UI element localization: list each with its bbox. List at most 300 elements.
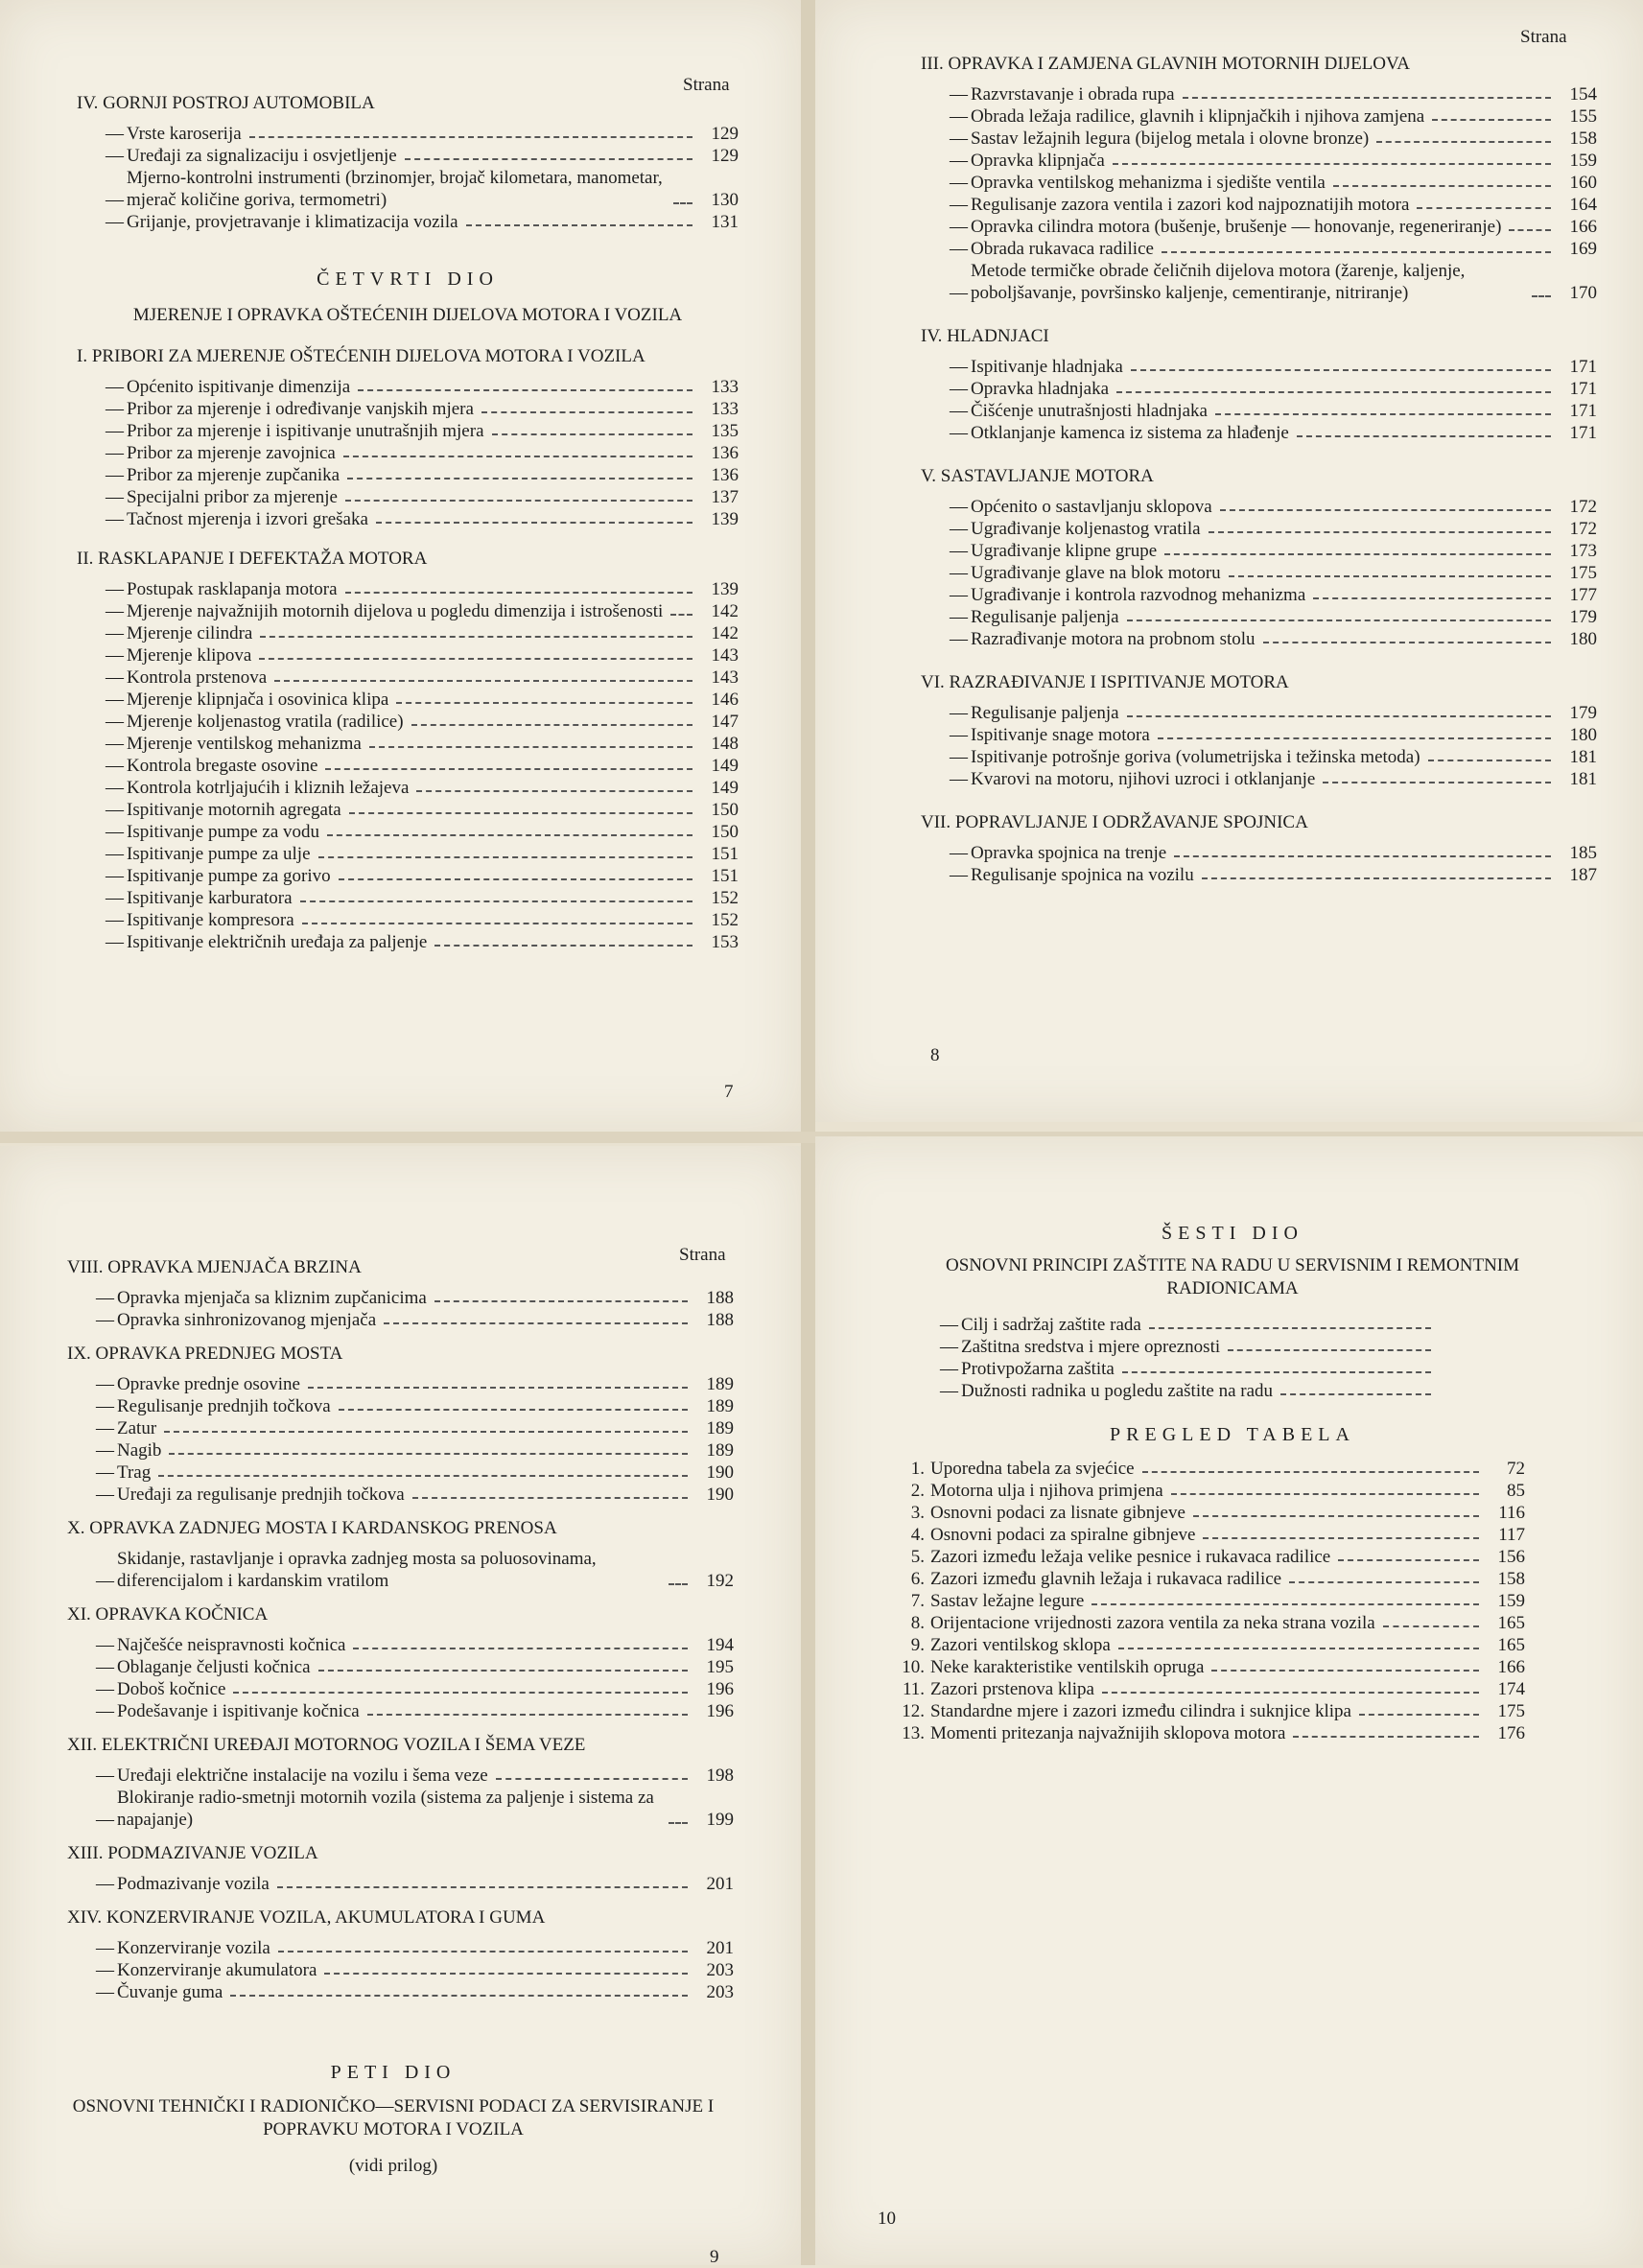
entry-page: 151: [711, 844, 739, 864]
entry-page: 189: [706, 1440, 734, 1461]
entry-page: 135: [711, 421, 739, 441]
entry-number: 13.: [902, 1723, 925, 1743]
section-heading: X. OPRAVKA ZADNJEG MOSTA I KARDANSKOG PRENOSA: [67, 1518, 557, 1538]
p9-dio: [58, 2062, 729, 2178]
entry-page: 174: [1497, 1679, 1525, 1699]
dash-leader: [339, 1409, 688, 1411]
entry-page: 154: [1569, 84, 1597, 105]
dash-leader: [1532, 295, 1551, 297]
entry-number: 4.: [910, 1525, 925, 1545]
section-entries: [67, 1873, 734, 1895]
section-entries: [77, 123, 739, 233]
entry-page: 133: [711, 399, 739, 419]
toc-entry: [106, 167, 739, 211]
entry-dash: —: [106, 866, 124, 886]
entry-title: Čuvanje guma: [117, 1982, 223, 2002]
entry-title: Podešavanje i ispitivanje kočnica: [117, 1701, 360, 1721]
entry-dash: —: [950, 84, 968, 105]
entry-page: 143: [711, 667, 739, 688]
toc-entry: [96, 1309, 734, 1331]
dash-leader: [1116, 391, 1551, 393]
strana-label: Strana: [679, 1245, 726, 1265]
section-entries: [67, 1287, 734, 1331]
entry-page: 189: [706, 1396, 734, 1416]
entry-dash: —: [950, 629, 968, 649]
entry-title: Regulisanje paljenja: [971, 703, 1119, 723]
section-entries: [67, 1373, 734, 1506]
entry-title: Protivpožarna zaštita: [961, 1359, 1115, 1379]
entry-dash: —: [950, 217, 968, 237]
toc-entry: [950, 842, 1597, 864]
p10-pregled: [902, 1424, 1563, 1446]
entry-title: Podmazivanje vozila: [117, 1874, 270, 1894]
section-heading: VII. POPRAVLJANJE I ODRŽAVANJE SPOJNICA: [921, 812, 1308, 832]
entry-title: Mjerenje klipnjača i osovinica klipa: [127, 690, 389, 710]
entry-dash: —: [106, 465, 124, 485]
toc-entry: [106, 420, 739, 442]
dash-leader: [405, 158, 692, 160]
entry-dash: —: [96, 1938, 114, 1958]
entry-page: 131: [711, 212, 739, 232]
toc-entry: [950, 422, 1597, 444]
entry-title: Ugrađivanje glave na blok motoru: [971, 563, 1221, 583]
dash-leader: [274, 680, 692, 682]
dash-leader: [412, 1497, 688, 1499]
entry-title: Regulisanje zazora ventila i zazori kod najpoznatijih motora: [971, 195, 1410, 215]
entry-dash: —: [106, 778, 124, 798]
dash-leader: [1289, 1581, 1479, 1583]
entry-dash: —: [950, 283, 968, 303]
entry-title: Postupak rasklapanja motora: [127, 579, 338, 599]
toc-entry: [96, 1981, 734, 2003]
entry-page: 199: [706, 1810, 734, 1830]
entry-page: 150: [711, 822, 739, 842]
entry-title: Općenito o sastavljanju sklopova: [971, 497, 1212, 517]
p10-tables: [892, 1458, 1525, 1744]
entry-dash: —: [96, 1418, 114, 1438]
toc-entry: [96, 1700, 734, 1722]
entry-title: Orijentacione vrijednosti zazora ventila za neka strana vozila: [930, 1613, 1375, 1633]
dash-leader: [353, 1648, 688, 1649]
entry-title: Ispitivanje motornih agregata: [127, 800, 341, 820]
entry-page: 203: [706, 1960, 734, 1980]
entry-title: Kontrola kotrljajućih i kliznih ležajeva: [127, 778, 410, 798]
section-entries: [77, 376, 739, 530]
entry-page: 180: [1569, 725, 1597, 745]
entry-page: 153: [711, 932, 739, 952]
dash-leader: [324, 1973, 688, 1975]
toc-entry: [106, 887, 739, 909]
toc-section: [921, 53, 1597, 304]
dash-leader: [349, 812, 692, 814]
toc-entry: [940, 1380, 1477, 1402]
entry-title: Kvarovi na motoru, njihovi uzroci i otklanjanje: [971, 769, 1316, 789]
dash-leader: [1203, 1537, 1479, 1539]
entry-title: Vrste karoserija: [127, 124, 242, 144]
entry-title: Mjerno-kontrolni instrumenti (brzinomjer, brojač kilometara, manometar, mjerač količine goriva, termometri): [127, 168, 663, 210]
section-heading: VI. RAZRAĐIVANJE I ISPITIVANJE MOTORA: [921, 672, 1289, 692]
toc-entry: [106, 486, 739, 508]
dash-leader: [1122, 1371, 1431, 1373]
entry-dash: —: [106, 734, 124, 754]
entry-page: 179: [1569, 703, 1597, 723]
entry-page: 171: [1569, 357, 1597, 377]
dash-leader: [1193, 1515, 1479, 1517]
entry-page: 166: [1497, 1657, 1525, 1677]
toc-entry: [96, 1395, 734, 1417]
entry-title: Razvrstavanje i obrada rupa: [971, 84, 1175, 105]
dash-leader: [1323, 782, 1551, 783]
entry-title: Razrađivanje motora na probnom stolu: [971, 629, 1256, 649]
entry-dash: —: [96, 1485, 114, 1505]
toc-entry: [950, 518, 1597, 540]
entry-dash: —: [950, 173, 968, 193]
entry-page: 198: [706, 1765, 734, 1786]
entry-title: Mjerenje ventilskog mehanizma: [127, 734, 362, 754]
toc-entry: [950, 128, 1597, 150]
toc-section: [67, 1517, 734, 1592]
toc-entry: [106, 711, 739, 733]
dash-leader: [492, 433, 692, 435]
entry-dash: —: [940, 1381, 958, 1401]
dio-note: (vidi prilog): [348, 2156, 438, 2176]
toc-entry: [940, 1314, 1477, 1336]
entry-title: Tačnost mjerenja i izvori grešaka: [127, 509, 368, 529]
entry-dash: —: [950, 129, 968, 149]
entry-dash: —: [96, 1874, 114, 1894]
page-9: [0, 1146, 801, 2265]
entry-dash: —: [950, 865, 968, 885]
dash-leader: [345, 592, 692, 594]
entry-page: 158: [1569, 129, 1597, 149]
entry-page: 165: [1497, 1635, 1525, 1655]
entry-title: Kontrola prstenova: [127, 667, 268, 688]
entry-page: 165: [1497, 1613, 1525, 1633]
entry-dash: —: [106, 756, 124, 776]
toc-entry: [950, 238, 1597, 260]
dash-leader: [1338, 1559, 1479, 1561]
section-heading: I. PRIBORI ZA MJERENJE OŠTEĆENIH DIJELOVA MOTORA I VOZILA: [77, 346, 645, 366]
entry-title: Uređaji za signalizaciju i osvjetljenje: [127, 146, 397, 166]
entry-page: 188: [706, 1310, 734, 1330]
dash-leader: [260, 636, 692, 638]
entry-number: 11.: [902, 1679, 925, 1699]
toc-entry: [106, 843, 739, 865]
toc-entry: [892, 1568, 1525, 1590]
dash-leader: [259, 658, 692, 660]
toc-entry: [950, 260, 1597, 304]
toc-entry: [950, 172, 1597, 194]
dash-leader: [416, 790, 692, 792]
entry-number: 12.: [902, 1701, 925, 1721]
entry-title: Konzerviranje akumulatora: [117, 1960, 317, 1980]
entry-page: 180: [1569, 629, 1597, 649]
entry-dash: —: [106, 690, 124, 710]
entry-page: 170: [1569, 283, 1597, 303]
toc-entry: [96, 1417, 734, 1439]
entry-number: 8.: [910, 1613, 925, 1633]
toc-entry: [892, 1546, 1525, 1568]
entry-dash: —: [96, 1374, 114, 1394]
dash-leader: [1228, 1349, 1431, 1351]
entry-page: 151: [711, 866, 739, 886]
entry-dash: —: [96, 1960, 114, 1980]
dash-leader: [1158, 737, 1551, 739]
toc-entry: [106, 755, 739, 777]
entry-title: Ispitivanje pumpe za vodu: [127, 822, 320, 842]
entry-title: Uređaji električne instalacije na vozilu i šema veze: [117, 1765, 488, 1786]
toc-entry: [950, 194, 1597, 216]
toc-section: [67, 1343, 734, 1506]
entry-title: Regulisanje paljenja: [971, 607, 1119, 627]
toc-entry: [106, 931, 739, 953]
entry-title: Čišćenje unutrašnjosti hladnjaka: [971, 401, 1208, 421]
p7-dio: [77, 269, 739, 327]
entry-title: Doboš kočnice: [117, 1679, 226, 1699]
dash-leader: [318, 1670, 688, 1672]
dash-leader: [1428, 760, 1551, 761]
entry-dash: —: [950, 106, 968, 127]
entry-page: 147: [711, 712, 739, 732]
dash-leader: [1118, 1648, 1479, 1649]
toc-entry: [892, 1612, 1525, 1634]
section-entries: [77, 578, 739, 953]
entry-title: Pribor za mjerenje i određivanje vanjskih mjera: [127, 399, 474, 419]
toc-entry: [892, 1480, 1525, 1502]
entry-page: 181: [1569, 747, 1597, 767]
toc-entry: [106, 508, 739, 530]
entry-page: 176: [1497, 1723, 1525, 1743]
entry-title: Regulisanje spojnica na vozilu: [971, 865, 1194, 885]
dash-leader: [1333, 185, 1551, 187]
dash-leader: [339, 878, 692, 880]
toc-entry: [96, 1765, 734, 1787]
entry-title: Mjerenje najvažnijih motornih dijelova u pogledu dimenzija i istrošenosti: [127, 601, 664, 621]
entry-dash: —: [106, 190, 124, 210]
entry-page: 203: [706, 1982, 734, 2002]
entry-page: 179: [1569, 607, 1597, 627]
entry-page: 158: [1497, 1569, 1525, 1589]
entry-title: Zazori između ležaja velike pesnice i rukavaca radilice: [930, 1547, 1331, 1567]
entry-number: 7.: [910, 1591, 925, 1611]
p7-sections-bottom: [77, 345, 739, 970]
dash-leader: [1131, 369, 1551, 371]
entry-dash: —: [96, 1310, 114, 1330]
toc-section: [67, 1842, 734, 1895]
section-entries: [921, 496, 1597, 650]
entry-page: 139: [711, 579, 739, 599]
entry-dash: —: [950, 151, 968, 171]
entry-dash: —: [96, 1571, 114, 1591]
toc-entry: [892, 1458, 1525, 1480]
dash-leader: [278, 1951, 688, 1952]
entry-number: 1.: [910, 1459, 925, 1479]
dash-leader: [1211, 1670, 1479, 1672]
page-8: [815, 0, 1643, 1122]
entry-dash: —: [950, 423, 968, 443]
entry-page: 175: [1497, 1701, 1525, 1721]
entry-dash: —: [96, 1810, 114, 1830]
entry-title: Konzerviranje vozila: [117, 1938, 270, 1958]
entry-dash: —: [950, 703, 968, 723]
toc-entry: [106, 600, 739, 622]
dash-leader: [1313, 597, 1551, 599]
section-entries: [921, 702, 1597, 790]
page-10: [815, 1136, 1643, 2265]
toc-section: [67, 1256, 734, 1331]
entry-dash: —: [950, 401, 968, 421]
dash-leader: [1091, 1603, 1479, 1605]
toc-section: [77, 345, 739, 530]
toc-entry: [950, 400, 1597, 422]
entry-title: Obrada rukavaca radilice: [971, 239, 1154, 259]
entry-dash: —: [106, 146, 124, 166]
toc-section: [921, 671, 1597, 790]
toc-entry: [106, 376, 739, 398]
entry-title: Momenti pritezanja najvažnijih sklopova motora: [930, 1723, 1286, 1743]
dash-leader: [670, 614, 692, 616]
toc-section: [67, 1734, 734, 1831]
toc-entry: [892, 1722, 1525, 1744]
entry-title: Ispitivanje snage motora: [971, 725, 1150, 745]
entry-page: 181: [1569, 769, 1597, 789]
entry-title: Ugrađivanje klipne grupe: [971, 541, 1158, 561]
dio-title: OSNOVNI PRINCIPI ZAŠTITE NA RADU U SERVISNIM I REMONTNIM RADIONICAMA: [945, 1255, 1520, 1298]
p9-sections: [67, 1256, 734, 2015]
dash-leader: [1102, 1692, 1479, 1694]
toc-entry: [106, 578, 739, 600]
dash-leader: [158, 1475, 688, 1477]
dash-leader: [1297, 435, 1551, 437]
entry-dash: —: [106, 822, 124, 842]
page-number: 10: [878, 2209, 896, 2229]
dash-leader: [233, 1692, 688, 1694]
dash-leader: [1383, 1625, 1479, 1627]
entry-page: 190: [706, 1462, 734, 1483]
entry-dash: —: [106, 399, 124, 419]
entry-title: Opravka mjenjača sa kliznim zupčanicima: [117, 1288, 427, 1308]
toc-entry: [106, 398, 739, 420]
toc-entry: [940, 1336, 1477, 1358]
section-entries: [67, 1765, 734, 1831]
entry-dash: —: [950, 541, 968, 561]
entry-page: 171: [1569, 401, 1597, 421]
entry-page: 175: [1569, 563, 1597, 583]
toc-section: [921, 465, 1597, 650]
section-entries: [67, 1548, 734, 1592]
entry-title: Ispitivanje pumpe za gorivo: [127, 866, 331, 886]
dash-leader: [669, 1583, 688, 1585]
toc-entry: [96, 1287, 734, 1309]
entry-page: 129: [711, 124, 739, 144]
entry-page: 190: [706, 1485, 734, 1505]
entry-title: Motorna ulja i njihova primjena: [930, 1481, 1163, 1501]
entry-title: Ispitivanje karburatora: [127, 888, 293, 908]
toc-entry: [106, 123, 739, 145]
entry-dash: —: [106, 910, 124, 930]
entry-page: 201: [706, 1938, 734, 1958]
entry-dash: —: [106, 509, 124, 529]
entry-title: Uporedna tabela za svjećice: [930, 1459, 1135, 1479]
entry-page: 85: [1507, 1481, 1525, 1501]
dash-leader: [1171, 1493, 1479, 1495]
entry-dash: —: [106, 712, 124, 732]
toc-entry: [96, 1959, 734, 1981]
entry-number: 3.: [910, 1503, 925, 1523]
dash-leader: [1417, 207, 1551, 209]
entry-dash: —: [950, 769, 968, 789]
entry-number: 5.: [910, 1547, 925, 1567]
entry-dash: —: [96, 1635, 114, 1655]
entry-dash: —: [940, 1337, 958, 1357]
entry-page: 159: [1569, 151, 1597, 171]
entry-title: Najčešće neispravnosti kočnica: [117, 1635, 346, 1655]
entry-page: 173: [1569, 541, 1597, 561]
toc-section: [67, 1906, 734, 2003]
toc-section: [921, 811, 1597, 886]
dash-leader: [1280, 1393, 1431, 1395]
entry-dash: —: [106, 377, 124, 397]
entry-title: Cilj i sadržaj zaštite rada: [961, 1315, 1141, 1335]
dash-leader: [347, 478, 692, 479]
toc-entry: [950, 584, 1597, 606]
entry-page: 152: [711, 910, 739, 930]
entry-dash: —: [950, 563, 968, 583]
entry-title: Općenito ispitivanje dimenzija: [127, 377, 351, 397]
entry-page: 177: [1569, 585, 1597, 605]
entry-dash: —: [950, 195, 968, 215]
entry-title: Zazori prstenova klipa: [930, 1679, 1094, 1699]
entry-page: 116: [1498, 1503, 1525, 1523]
dash-leader: [1142, 1471, 1479, 1473]
toc-entry: [96, 1678, 734, 1700]
page-number: 9: [710, 2247, 719, 2267]
dash-leader: [1220, 509, 1551, 511]
section-heading: IV. GORNJI POSTROJ AUTOMOBILA: [77, 93, 375, 113]
dash-leader: [358, 389, 692, 391]
entry-dash: —: [940, 1315, 958, 1335]
entry-page: 187: [1569, 865, 1597, 885]
section-entries: [67, 1937, 734, 2003]
dash-leader: [1127, 715, 1551, 717]
entry-page: 137: [711, 487, 739, 507]
dash-leader: [1127, 620, 1551, 621]
toc-entry: [950, 724, 1597, 746]
dash-leader: [434, 945, 692, 947]
entry-title: Zazori ventilskog sklopa: [930, 1635, 1111, 1655]
dash-leader: [300, 900, 692, 902]
section-heading: V. SASTAVLJANJE MOTORA: [921, 466, 1154, 486]
entry-dash: —: [940, 1359, 958, 1379]
toc-entry: [892, 1502, 1525, 1524]
dash-leader: [230, 1995, 688, 1997]
entry-title: Zazori između glavnih ležaja i rukavaca radilice: [930, 1569, 1282, 1589]
entry-dash: —: [106, 443, 124, 463]
entry-title: Opravke prednje osovine: [117, 1374, 300, 1394]
entry-title: Mjerenje koljenastog vratila (radilice): [127, 712, 404, 732]
dash-leader: [302, 923, 692, 924]
dash-leader: [481, 411, 692, 413]
entry-page: 192: [706, 1571, 734, 1591]
entry-page: 139: [711, 509, 739, 529]
dash-leader: [1164, 553, 1551, 555]
dash-leader: [367, 1714, 688, 1716]
entry-page: 159: [1497, 1591, 1525, 1611]
toc-section: [77, 548, 739, 953]
section-heading: IX. OPRAVKA PREDNJEG MOSTA: [67, 1344, 343, 1364]
toc-entry: [106, 865, 739, 887]
entry-page: 171: [1569, 379, 1597, 399]
